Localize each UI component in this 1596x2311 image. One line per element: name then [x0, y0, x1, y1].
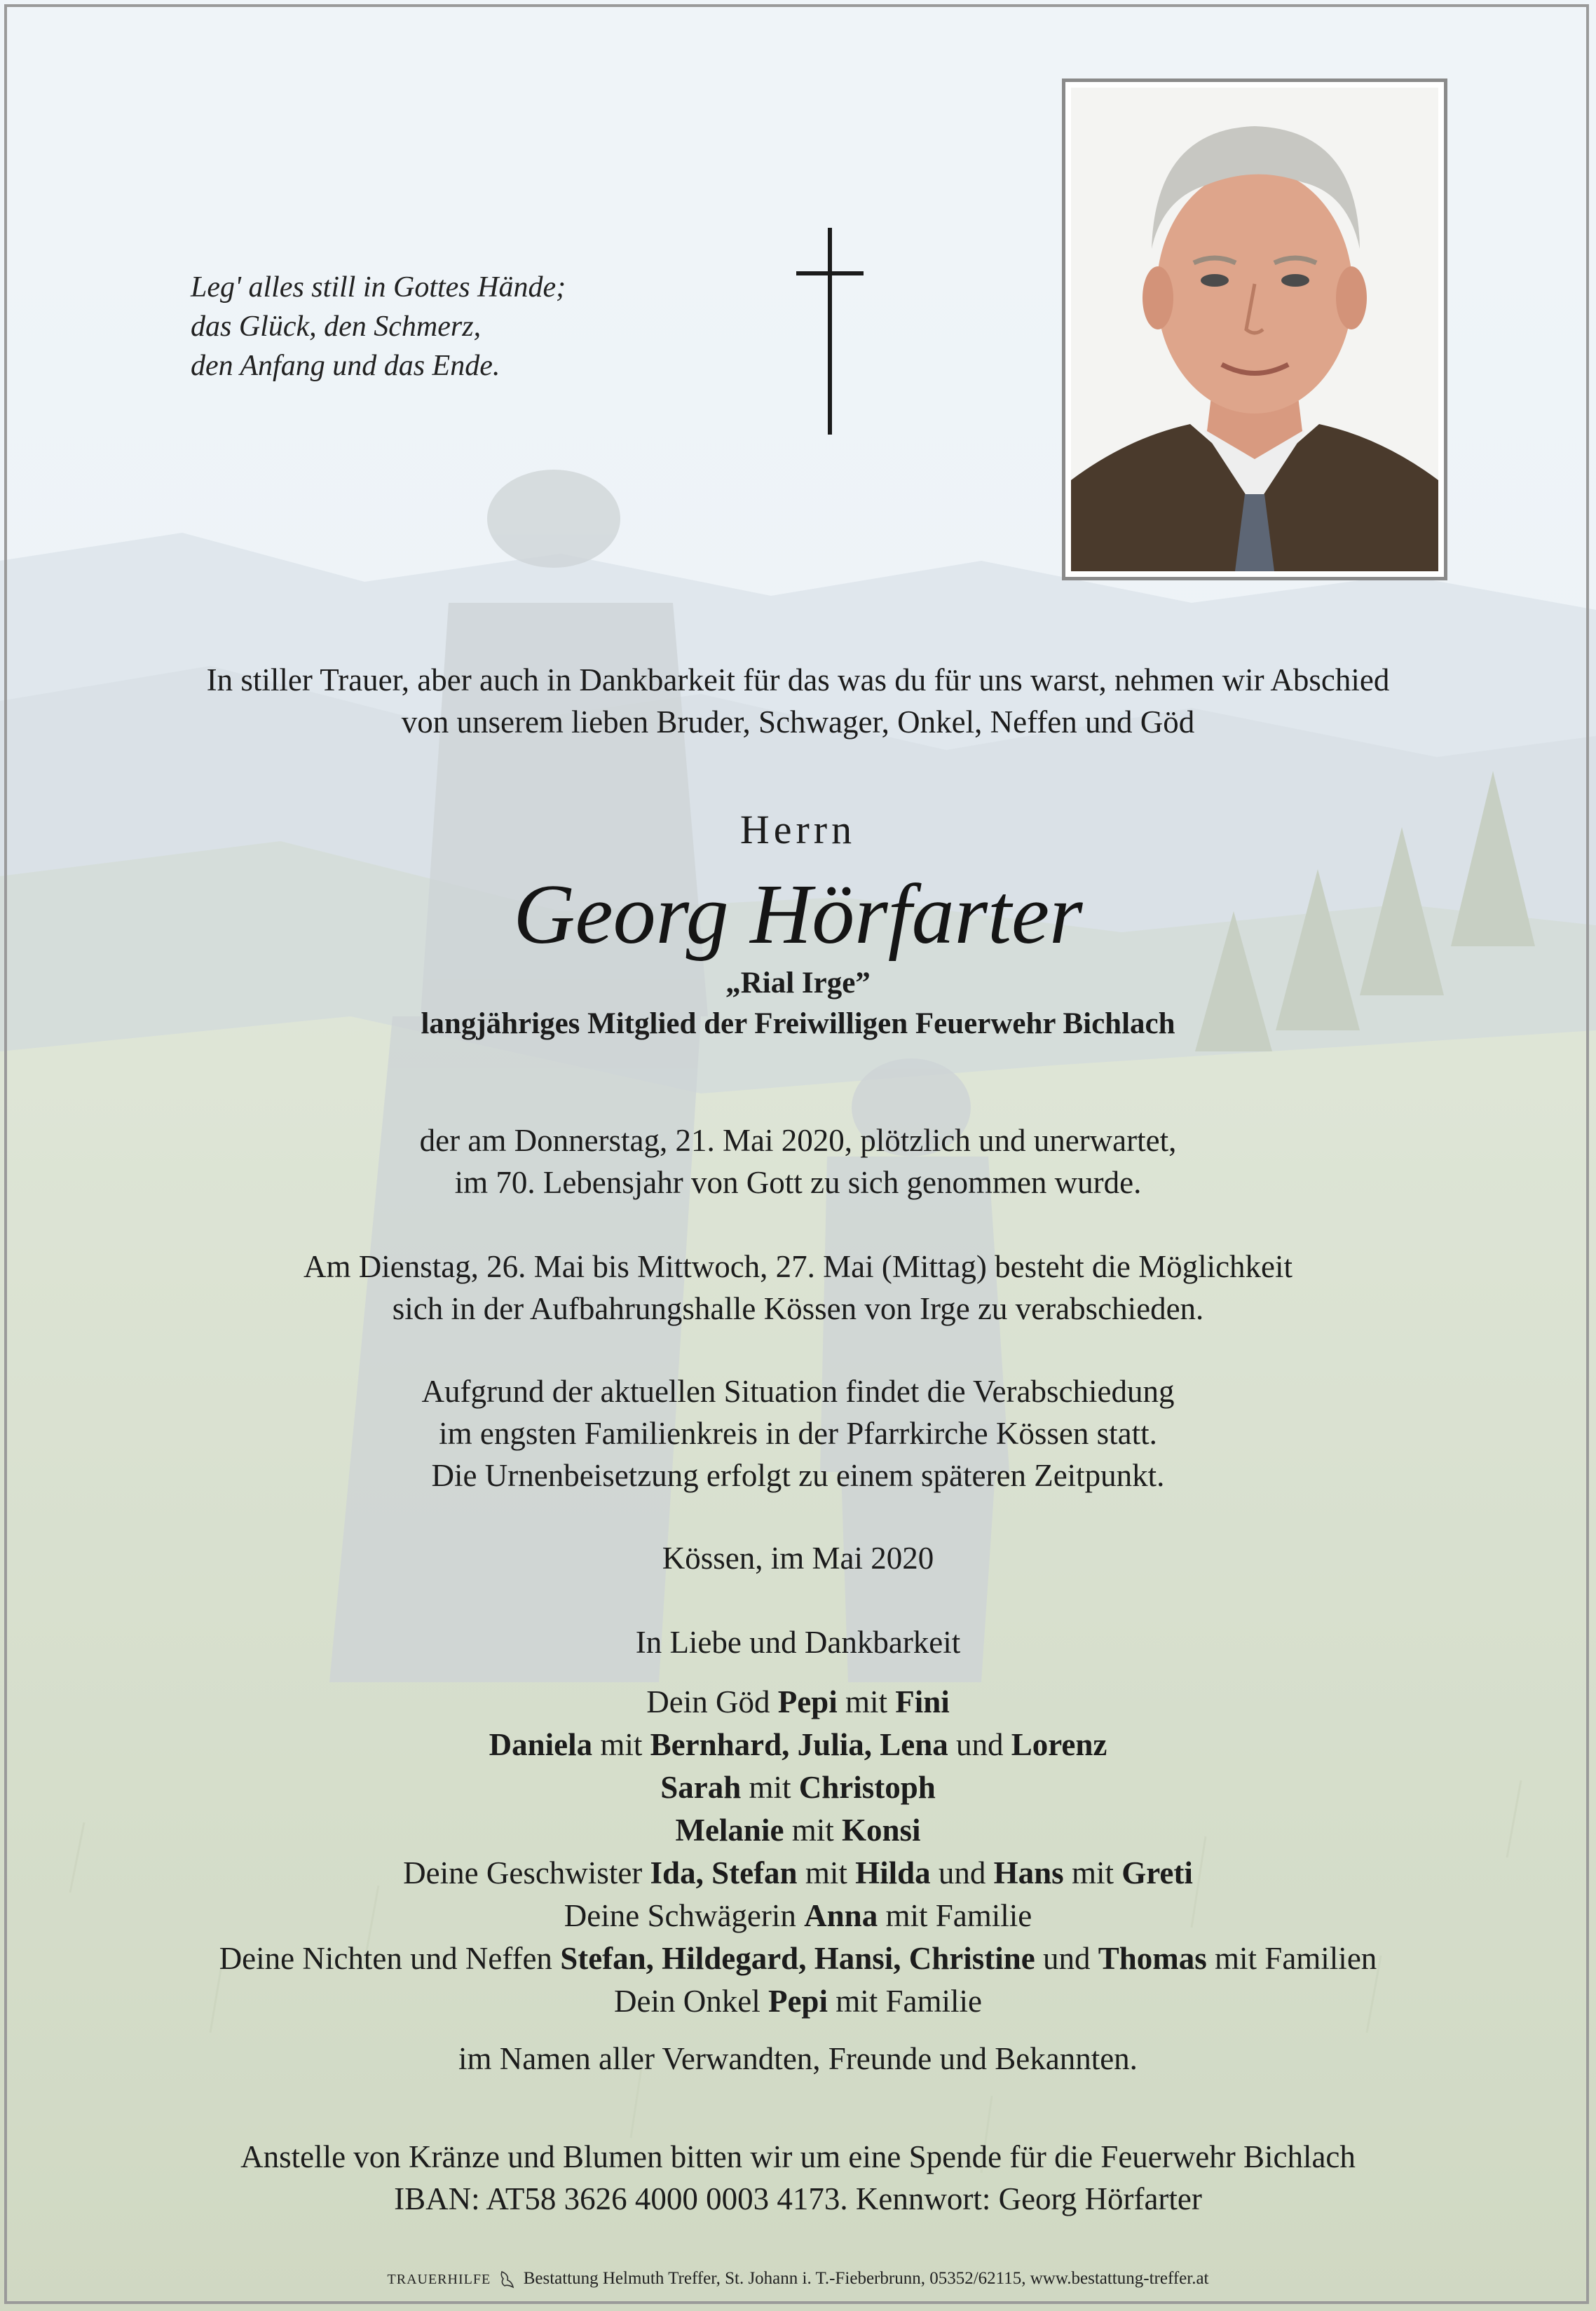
ceremony-notice [0, 1370, 1596, 1497]
death-notice-line: im 70. Lebensjahr von Gott zu sich genommen wurde. [454, 1165, 1142, 1200]
mourner-line: Deine Schwägerin Anna mit Familie [564, 1898, 1032, 1933]
deceased-name: Georg Hörfarter [513, 867, 1083, 962]
ceremony-notice-line: Die Urnenbeisetzung erfolgt zu einem späteren Zeitpunkt. [431, 1458, 1165, 1493]
funeral-home-footer [0, 2269, 1596, 2289]
quote-line: Leg' alles still in Gottes Hände; [191, 271, 566, 304]
portrait-photo [1062, 79, 1447, 580]
viewing-notice-line: Am Dienstag, 26. Mai bis Mittwoch, 27. Mai (Mittag) besteht die Möglichkeit [303, 1249, 1293, 1284]
ceremony-notice-line: Aufgrund der aktuellen Situation findet die Verabschiedung [421, 1374, 1175, 1409]
deceased-membership: langjähriges Mitglied der Freiwilligen Feuerwehr Bichlach [421, 1007, 1175, 1040]
mourner-line: Dein Onkel Pepi mit Familie [614, 1984, 982, 2019]
donation-line: IBAN: AT58 3626 4000 0003 4173. Kennwort: Georg Hörfarter [394, 2181, 1202, 2216]
intro-line: In stiller Trauer, aber auch in Dankbarkeit für das was du für uns warst, nehmen wir Abschied [206, 662, 1390, 697]
viewing-notice-line: sich in der Aufbahrungshalle Kössen von Irge zu verabschieden. [392, 1291, 1204, 1326]
donation-line: Anstelle von Kränze und Blumen bitten wir um eine Spende für die Feuerwehr Bichlach [240, 2139, 1356, 2174]
death-notice [0, 1119, 1596, 1204]
mourners-list [0, 1681, 1596, 2023]
mourner-line: Daniela mit Bernhard, Julia, Lena und Lorenz [489, 1727, 1107, 1762]
on-behalf-line: im Namen aller Verwandten, Freunde und Bekannten. [458, 2041, 1138, 2076]
ceremony-notice-line: im engsten Familienkreis in der Pfarrkirche Kössen statt. [439, 1416, 1157, 1451]
intro-text [0, 659, 1596, 743]
mourner-line: Deine Geschwister Ida, Stefan mit Hilda und Hans mit Greti [403, 1855, 1193, 1890]
death-notice-line: der am Donnerstag, 21. Mai 2020, plötzlich und unerwartet, [419, 1123, 1177, 1158]
footer-text: Bestattung Helmuth Treffer, St. Johann i. T.-Fieberbrunn, 05352/62115, www.bestattung-treffer.at [523, 2269, 1209, 2288]
deceased-nickname: „Rial Irge” [725, 967, 871, 1000]
salutation: Herrn [739, 807, 857, 852]
dove-icon [499, 2270, 514, 2289]
mourner-line: Sarah mit Christoph [660, 1770, 936, 1805]
footer-brand: TRAUERHILFE [387, 2272, 491, 2287]
portrait-image [1071, 88, 1438, 571]
viewing-notice [0, 1246, 1596, 1330]
intro-line: von unserem lieben Bruder, Schwager, Onkel, Neffen und Göd [401, 704, 1195, 739]
quote-line: den Anfang und das Ende. [191, 350, 500, 382]
quote-line: das Glück, den Schmerz, [191, 311, 482, 343]
mourner-line: Melanie mit Konsi [675, 1813, 921, 1848]
mourner-line: Dein Göd Pepi mit Fini [646, 1684, 950, 1719]
place-date: Kössen, im Mai 2020 [662, 1541, 934, 1576]
mourner-line: Deine Nichten und Neffen Stefan, Hildegard, Hansi, Christine und Thomas mit Familien [219, 1941, 1377, 1976]
quote [191, 268, 751, 386]
cross-icon [796, 228, 864, 435]
closing-title: In Liebe und Dankbarkeit [635, 1625, 961, 1660]
donation-notice [0, 2136, 1596, 2220]
